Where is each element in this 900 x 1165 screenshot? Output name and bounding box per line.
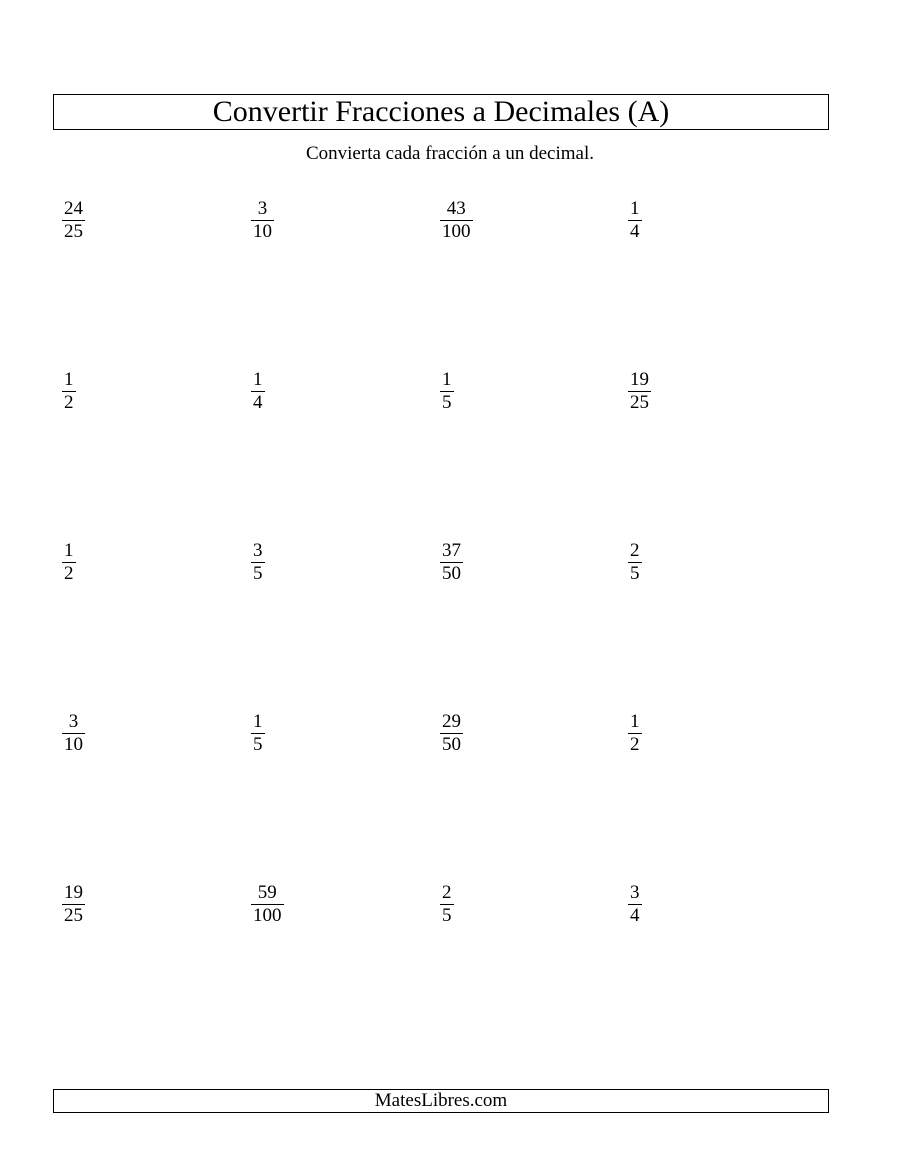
fraction-denominator: 50 bbox=[442, 734, 461, 755]
fraction-problem bbox=[62, 883, 85, 926]
fraction-numerator: 3 bbox=[68, 711, 79, 732]
fraction-numerator: 37 bbox=[442, 540, 461, 561]
fraction-problem bbox=[628, 370, 651, 413]
fraction-problem bbox=[251, 712, 265, 755]
fraction-problem bbox=[440, 370, 454, 413]
fraction-numerator: 24 bbox=[64, 198, 83, 219]
fraction-denominator: 4 bbox=[630, 905, 640, 926]
fraction-problem bbox=[628, 712, 642, 755]
fraction-numerator: 1 bbox=[253, 369, 263, 390]
fraction-denominator: 25 bbox=[630, 392, 649, 413]
fraction-denominator: 5 bbox=[442, 392, 452, 413]
fraction-numerator: 43 bbox=[446, 198, 466, 219]
fraction-numerator: 3 bbox=[253, 540, 263, 561]
fraction-problem bbox=[251, 883, 284, 926]
fraction-denominator: 10 bbox=[253, 221, 272, 242]
fraction-problem bbox=[440, 541, 463, 584]
fraction-numerator: 1 bbox=[630, 711, 640, 732]
fraction-denominator: 5 bbox=[253, 563, 263, 584]
fraction-denominator: 25 bbox=[64, 905, 83, 926]
fraction-denominator: 2 bbox=[630, 734, 640, 755]
fraction-numerator: 3 bbox=[630, 882, 640, 903]
fraction-problem bbox=[628, 541, 642, 584]
fraction-problem bbox=[62, 199, 85, 242]
fraction-denominator: 25 bbox=[64, 221, 83, 242]
fraction-numerator: 1 bbox=[630, 198, 640, 219]
fraction-problem bbox=[62, 541, 76, 584]
fraction-numerator: 1 bbox=[64, 540, 74, 561]
fraction-numerator: 1 bbox=[253, 711, 263, 732]
fraction-problem bbox=[251, 370, 265, 413]
worksheet-instructions: Convierta cada fracción a un decimal. bbox=[305, 143, 595, 164]
fraction-problem bbox=[62, 370, 76, 413]
fraction-denominator: 4 bbox=[253, 392, 263, 413]
fraction-numerator: 19 bbox=[64, 882, 83, 903]
fraction-denominator: 10 bbox=[64, 734, 83, 755]
fraction-denominator: 5 bbox=[253, 734, 263, 755]
fraction-denominator: 5 bbox=[630, 563, 640, 584]
fraction-problem bbox=[440, 883, 454, 926]
fraction-denominator: 100 bbox=[253, 905, 282, 926]
fraction-denominator: 4 bbox=[630, 221, 640, 242]
fraction-numerator: 2 bbox=[630, 540, 640, 561]
fraction-numerator: 3 bbox=[257, 198, 268, 219]
fraction-problem bbox=[251, 199, 274, 242]
fraction-problem bbox=[628, 883, 642, 926]
fraction-denominator: 100 bbox=[442, 221, 471, 242]
fraction-numerator: 2 bbox=[442, 882, 452, 903]
fraction-numerator: 29 bbox=[442, 711, 461, 732]
fraction-problem bbox=[628, 199, 642, 242]
fraction-problem bbox=[440, 712, 463, 755]
worksheet-title: Convertir Fracciones a Decimales (A) bbox=[212, 95, 670, 128]
fraction-problem bbox=[62, 712, 85, 755]
fraction-numerator: 59 bbox=[257, 882, 277, 903]
fraction-numerator: 19 bbox=[630, 369, 649, 390]
footer-box bbox=[53, 1089, 829, 1113]
footer-site: MatesLibres.com bbox=[374, 1090, 508, 1111]
fraction-denominator: 5 bbox=[442, 905, 452, 926]
fraction-denominator: 50 bbox=[442, 563, 461, 584]
fraction-denominator: 2 bbox=[64, 392, 74, 413]
fraction-denominator: 2 bbox=[64, 563, 74, 584]
fraction-problem bbox=[440, 199, 473, 242]
fraction-problem bbox=[251, 541, 265, 584]
fraction-numerator: 1 bbox=[442, 369, 452, 390]
fraction-numerator: 1 bbox=[64, 369, 74, 390]
